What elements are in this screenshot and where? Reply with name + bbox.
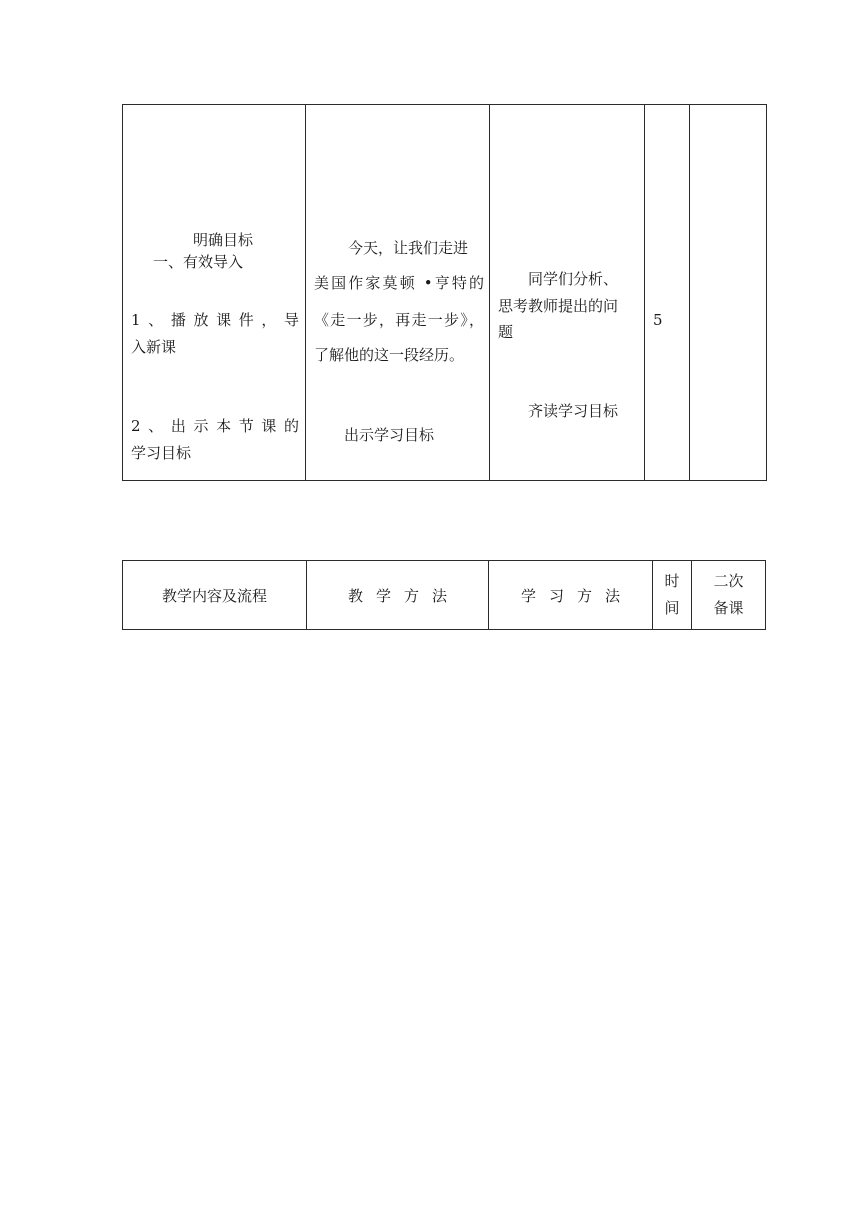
header-teaching-method (307, 561, 489, 630)
teaching-line3: 《走一步，再走一步》， (314, 311, 484, 329)
header-time-line1: 时 (664, 572, 680, 590)
lesson-header-table (122, 560, 766, 630)
flow-heading: 一、有效导入 (153, 253, 244, 271)
header-learning-method (489, 561, 653, 630)
header-learning-method-label: 学习方法 (520, 586, 633, 605)
header-time-line2: 间 (664, 599, 680, 617)
learning-method-cell (490, 105, 645, 481)
header-second-prep (692, 561, 766, 630)
flow-step2-line1: 2、出示本节课的 (131, 417, 299, 435)
learning-line2: 思考教师提出的问 (498, 297, 619, 315)
second-prep-cell (690, 105, 767, 481)
header-teaching-method-label: 教学方法 (347, 586, 460, 605)
flow-cell (123, 105, 306, 481)
time-cell (645, 105, 690, 481)
header-content-flow (123, 561, 307, 630)
teaching-line1: 今天，让我们走进 (348, 239, 469, 257)
header-time (653, 561, 692, 630)
header-content-flow-label: 教学内容及流程 (161, 586, 267, 605)
learning-read-goals: 齐读学习目标 (528, 402, 619, 420)
header-second-prep-line2: 备课 (713, 599, 744, 617)
teaching-line4: 了解他的这一段经历。 (314, 346, 465, 364)
teaching-method-cell (306, 105, 490, 481)
teaching-line2: 美国作家莫顿 •亨特的 (314, 274, 484, 292)
flow-goal: 明确目标 (193, 231, 254, 249)
teaching-show-goals: 出示学习目标 (344, 426, 435, 444)
learning-line3: 题 (498, 323, 514, 341)
header-second-prep-line1: 二次 (713, 572, 744, 590)
time-value: 5 (653, 311, 663, 329)
flow-step2-line2: 学习目标 (131, 444, 192, 462)
flow-step1-line2: 入新课 (131, 338, 177, 356)
lesson-content-table (122, 104, 767, 481)
flow-step1-line1: 1、播放课件，导 (131, 311, 299, 329)
learning-line1: 同学们分析、 (528, 270, 619, 288)
